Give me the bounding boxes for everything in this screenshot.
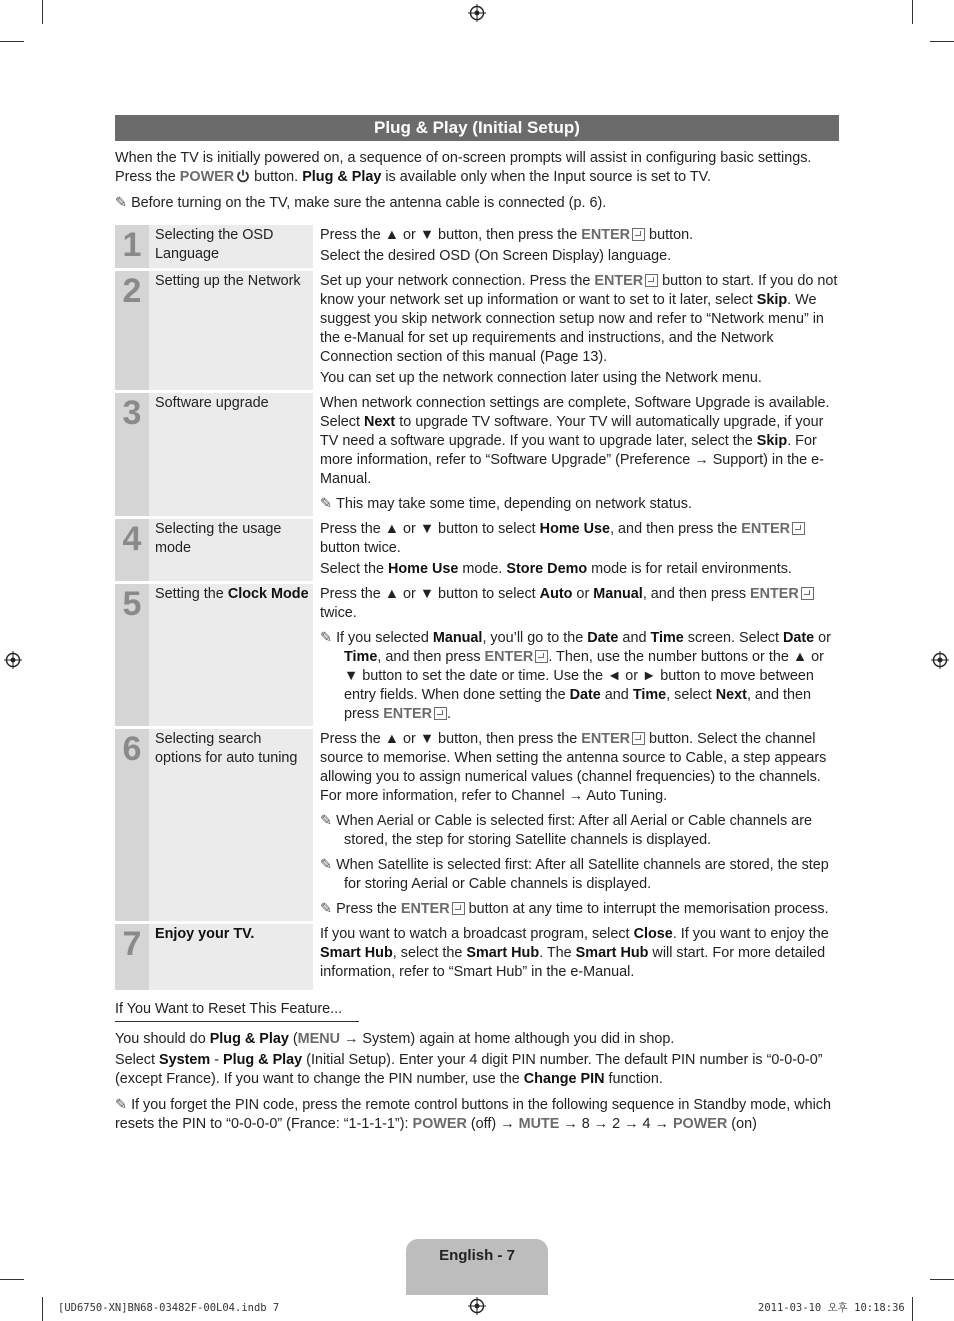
page-title: Plug & Play (Initial Setup) bbox=[115, 115, 839, 141]
enter-icon bbox=[452, 902, 465, 915]
step-description: When network connection settings are complete, Software Upgrade is available. Select Next to upgrade TV software. Your TV will automatically upgrade, if your TV need a software upgrade. If you want to upgrade later, select the Skip. For more information, refer to “Software Upgrade” (Preference → Support) in the e-Manual. ✎ This may take some time, depending on network status. bbox=[320, 395, 830, 512]
table-row bbox=[115, 924, 839, 990]
step-description: Press the ▲ or ▼ button, then press the ENTER button. Select the desired OSD (On Screen Display) language. bbox=[320, 227, 694, 264]
crop-mark bbox=[930, 41, 954, 42]
registration-mark-icon bbox=[468, 1297, 486, 1315]
note-pencil-icon: ✎ bbox=[320, 630, 333, 646]
step-number: 2 bbox=[115, 271, 149, 390]
note-pencil-icon: ✎ bbox=[115, 1097, 128, 1113]
table-row bbox=[115, 729, 839, 921]
enter-icon bbox=[434, 707, 447, 720]
note-pencil-icon: ✎ bbox=[320, 496, 333, 512]
crop-mark bbox=[912, 0, 913, 24]
crop-mark bbox=[42, 0, 43, 24]
registration-mark-icon bbox=[931, 651, 949, 669]
crop-mark bbox=[930, 1279, 954, 1280]
note-pencil-icon: ✎ bbox=[115, 195, 128, 211]
step-description: Press the ▲ or ▼ button to select Home Use, and then press the ENTER button twice. Select the Home Use mode. Store Demo mode is for retail environments. bbox=[313, 519, 839, 581]
enter-icon bbox=[535, 650, 548, 663]
note-pencil-icon: ✎ bbox=[320, 857, 333, 873]
step-label: Enjoy your TV. bbox=[149, 924, 313, 990]
table-row bbox=[115, 393, 839, 516]
step-label: Selecting search options for auto tuning bbox=[149, 729, 313, 921]
step-number: 1 bbox=[115, 225, 149, 268]
setup-steps-table bbox=[115, 222, 839, 993]
enter-icon bbox=[632, 732, 645, 745]
reset-section-heading: If You Want to Reset This Feature... bbox=[115, 1000, 359, 1022]
table-row bbox=[115, 225, 839, 268]
step-number: 5 bbox=[115, 584, 149, 726]
enter-icon bbox=[792, 522, 805, 535]
registration-mark-icon bbox=[4, 651, 22, 669]
enter-icon bbox=[645, 274, 658, 287]
step-description: If you want to watch a broadcast program, select Close. If you want to enjoy the Smart Hub, select the Smart Hub. The Smart Hub will start. For more detailed information, refer to “Smart Hub” in the e-Manual. bbox=[320, 926, 829, 980]
step-label: Setting the Clock Mode bbox=[149, 584, 313, 726]
note-pencil-icon: ✎ bbox=[320, 813, 333, 829]
reset-line-1: You should do Plug & Play (MENU → System) again at home although you did in shop. bbox=[115, 1031, 675, 1047]
step-label: Selecting the OSD Language bbox=[149, 225, 313, 268]
registration-mark-icon bbox=[468, 4, 486, 22]
step-label: Selecting the usage mode bbox=[149, 519, 313, 581]
table-row bbox=[115, 519, 839, 581]
enter-icon bbox=[632, 228, 645, 241]
step-label: Software upgrade bbox=[149, 393, 313, 516]
step-description: Press the ▲ or ▼ button to select Auto or Manual, and then press ENTER twice. ✎ If you selected Manual, you’ll go to the Date and Time screen. Select Date or Time, and then press ENTER . Then, use the number buttons or the ▲ or ▼ button to set the date or time. Use the ◄ or ► button to move between entry fields. When done setting the Date and Time, select Next, and then press ENTER . bbox=[320, 586, 831, 722]
step-number: 4 bbox=[115, 519, 149, 581]
reset-line-2: Select System - Plug & Play (Initial Setup). Enter your 4 digit PIN number. The default PIN number is “0-0-0-0” (except France). If you want to change the PIN number, use the Change PIN function. bbox=[115, 1052, 823, 1087]
enter-icon bbox=[801, 587, 814, 600]
step-label: Setting up the Network bbox=[149, 271, 313, 390]
step-number: 6 bbox=[115, 729, 149, 921]
table-row bbox=[115, 584, 839, 726]
step-description: Press the ▲ or ▼ button, then press the ENTER button. Select the channel source to memorise. When setting the antenna source to Cable, a step appears allowing you to assign numerical values (channel frequencies) to the channels. For more information, refer to Channel → Auto Tuning. ✎ When Aerial or Cable is selected first: After all Aerial or Cable channels are stored, the step for storing Satellite channels is displayed. ✎ When Satellite is selected first: After all Satellite channels are stored, the step for storing Aerial or Cable channels is displayed. ✎ Press the ENTER button at any time to interrupt the memorisation process. bbox=[320, 731, 829, 917]
footer-timestamp: 2011-03-10 오후 10:18:36 bbox=[758, 1302, 905, 1314]
power-icon bbox=[236, 169, 250, 183]
table-row bbox=[115, 271, 839, 390]
step-description: Set up your network connection. Press the ENTER button to start. If you do not know your network set up information or want to set to it later, select Skip. We suggest you skip network connection setup now and refer to “Network menu” in the e-Manual for set up requirements and instructions, and the Network Connection section of this manual (Page 13). You can set up the network connection later using the Network menu. bbox=[320, 273, 838, 386]
crop-mark bbox=[0, 41, 24, 42]
intro-note: ✎ Before turning on the TV, make sure the antenna cable is connected (p. 6). bbox=[115, 195, 607, 211]
note-pencil-icon: ✎ bbox=[320, 901, 333, 917]
crop-mark bbox=[912, 1297, 913, 1321]
intro-text: When the TV is initially powered on, a sequence of on-screen prompts will assist in configuring basic settings. Press the POWER button. Plug & Play is available only when the Input source is set to TV. bbox=[115, 150, 812, 185]
footer-file-info: [UD6750-XN]BN68-03482F-00L04.indb 7 bbox=[58, 1302, 280, 1314]
crop-mark bbox=[42, 1297, 43, 1321]
crop-mark bbox=[0, 1279, 24, 1280]
page-number-tab: English - 7 bbox=[406, 1239, 548, 1295]
reset-note: ✎ If you forget the PIN code, press the remote control buttons in the following sequence in Standby mode, which resets the PIN to “0-0-0-0” (France: “1-1-1-1”): POWER (off) → MUTE → 8 → 2 → 4 → POWER (on) bbox=[115, 1097, 832, 1132]
step-number: 7 bbox=[115, 924, 149, 990]
step-number: 3 bbox=[115, 393, 149, 516]
